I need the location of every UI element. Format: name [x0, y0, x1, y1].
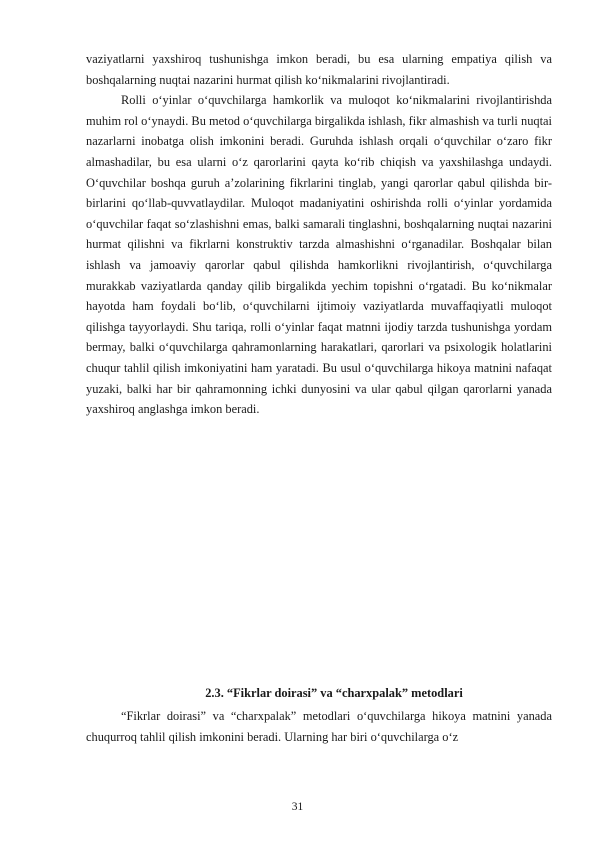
paragraph-continuation: vaziyatlarni yaxshiroq tushunishga imkon beradi, bu esa ularning empatiya qilish va boshqalarning nuqtai nazarini hurmat qilish ko‘nikmalarini rivojlantiradi.	[86, 52, 552, 87]
paragraph-methods-intro: “Fikrlar doirasi” va “charxpalak” metodlari o‘quvchilarga hikoya matnini yanada chuqurroq tahlil qilish imkonini beradi. Ularning har biri o‘quvchilarga o‘z	[86, 709, 552, 744]
body-text-bottom	[86, 706, 552, 747]
page-number: 31	[291, 801, 304, 813]
section-heading: 2.3. “Fikrlar doirasi” va “charxpalak” metodlari	[205, 686, 463, 700]
paragraph-rolli-oyinlar: Rolli o‘yinlar o‘quvchilarga hamkorlik va muloqot ko‘nikmalarini rivojlantirishda muhim rol o‘ynaydi. Bu metod o‘quvchilarga birgalikda ishlash, fikr almashish va turli nuqtai nazarlarni inobatga olish imkonini beradi. Guruhda ishlash orqali o‘quvchilar o‘zaro fikr almashadilar, bu esa ularni o‘z qarorlarini qayta ko‘rib chiqish va yaxshilashga undaydi. O‘quvchilar boshqa guruh a’zolarining fikrlarini tinglab, yangi qarorlar qabul qilishda bir-birlarini qo‘llab-quvvatlaydilar. Muloqot madaniyatini oshirishda rolli o‘yinlar yordamida o‘quvchilar faqat so‘zlashishni emas, balki samarali tinglashni, boshqalarning nuqtai nazarini hurmat qilishni va fikrlarni konstruktiv tarzda almashishni o‘rganadilar. Boshqalar bilan ishlash va jamoaviy qarorlar qabul qilishda hamkorlikni rivojlantirish, o‘quvchilarga murakkab vaziyatlarda qanday qilib birgalikda yechim topishni o‘rgatadi. Bu ko‘nikmalar hayotda ham foydali bo‘lib, o‘quvchilarni ijtimoiy vaziyatlarda muvaffaqiyatli muloqot qilishga tayyorlaydi. Shu tariqa, rolli o‘yinlar faqat matnni ijodiy tarzda tushunishga yordam bermay, balki o‘quvchilarga qahramonlarning harakatlari, qarorlari va psixologik holatlarini chuqur tahlil qilish imkoniyatini ham yaratadi. Bu usul o‘quvchilarga hikoya matnini nafaqat yuzaki, balki har bir qahramonning ichki dunyosini va ular qabul qilgan qarorlarni yanada yaxshiroq anglashga imkon beradi.	[86, 93, 552, 417]
body-text-top	[86, 49, 552, 420]
